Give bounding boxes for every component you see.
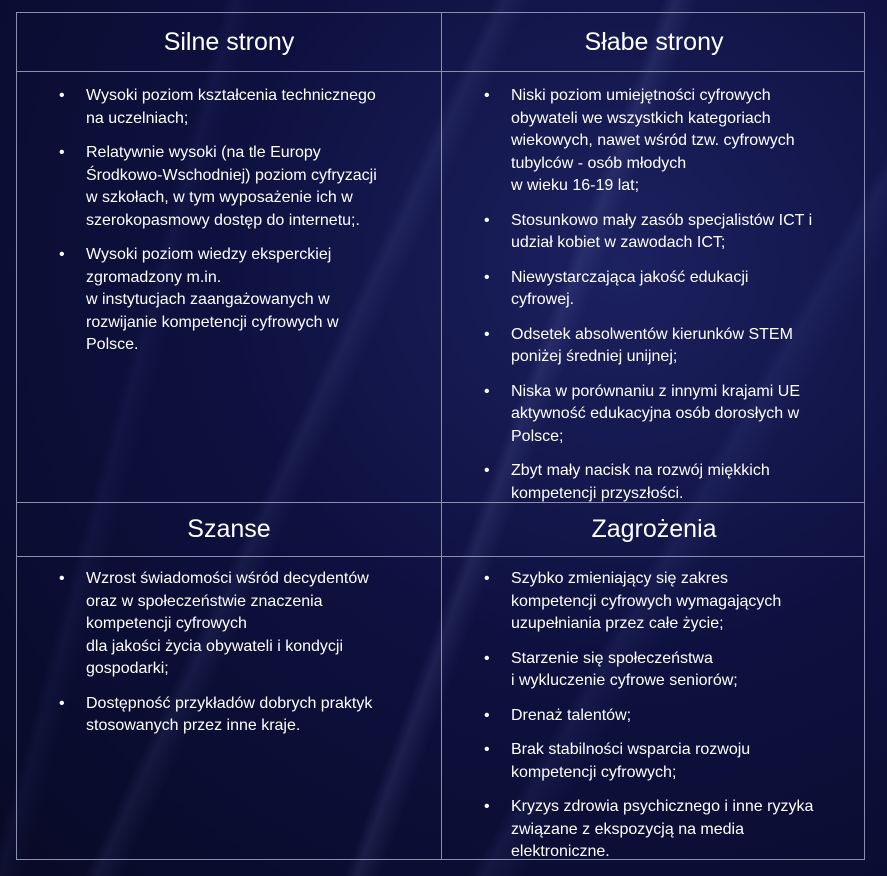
strengths-list-cell — [17, 85, 441, 369]
list-item-text: Niska w porównaniu z innymi krajami UE aktywność edukacyjna osób dorosłych w Polsce; — [511, 382, 800, 445]
list-item-text: Starzenie się społeczeństwa i wykluczenie cyfrowe seniorów; — [511, 649, 738, 689]
list-item-text: Zbyt mały nacisk na rozwój miękkich kompetencji przyszłości. — [511, 462, 770, 502]
list-item-text: Wysoki poziom kształcenia technicznego na uczelniach; — [86, 87, 376, 127]
threats-heading: Zagrożenia — [591, 514, 717, 543]
bullet-icon: • — [484, 649, 490, 667]
list-item-text: Szybko zmieniający się zakres kompetencji cyfrowych wymagających uzupełniania przez całe życie; — [511, 570, 782, 632]
bullet-icon: • — [484, 741, 490, 758]
list-item-text: Niewystarczająca jakość edukacji cyfrowej. — [511, 268, 749, 308]
threats-list-cell — [442, 568, 866, 876]
bullet-icon: • — [59, 87, 65, 104]
bullet-icon: • — [59, 694, 65, 712]
list-item — [442, 324, 866, 369]
list-item-text: Dostępność przykładów dobrych praktyk stosowanych przez inne kraje. — [86, 694, 373, 734]
list-item-text: Brak stabilności wsparcia rozwoju kompetencji cyfrowych; — [511, 741, 751, 781]
list-item — [442, 648, 866, 693]
strengths-list — [17, 85, 441, 357]
list-item-text: Kryzys zdrowia psychicznego i inne ryzyka związane z ekspozycją na media elektroniczne. — [511, 798, 814, 860]
list-item — [442, 267, 866, 312]
opportunities-list — [17, 568, 441, 738]
opportunities-heading: Szanse — [187, 514, 271, 543]
list-item-text: Odsetek absolwentów kierunków STEM poniżej średniej unijnej; — [511, 325, 793, 365]
list-item — [17, 85, 441, 130]
list-item — [17, 244, 441, 357]
bullet-icon: • — [59, 144, 65, 161]
swot-table — [16, 12, 865, 860]
list-item — [442, 460, 866, 505]
bullet-icon: • — [484, 268, 490, 286]
list-item — [442, 381, 866, 449]
list-item — [442, 210, 866, 255]
bullet-icon: • — [484, 706, 490, 724]
bullet-icon: • — [484, 570, 490, 587]
weaknesses-heading: Słabe strony — [584, 27, 724, 56]
header-divider-top — [17, 71, 864, 72]
bullet-icon: • — [484, 462, 490, 479]
list-item-text: Drenaż talentów; — [511, 706, 632, 724]
list-item-text: Wzrost świadomości wśród decydentów oraz w społeczeństwie znaczenia kompetencji cyfrowych dla jakości życia obywateli i kondycji gospodarki; — [86, 570, 369, 677]
bullet-icon: • — [484, 325, 490, 343]
list-item-text: Relatywnie wysoki (na tle Europy Środkowo-Wschodniej) poziom cyfryzacji w szkołach, w tym wyposażenie ich w szerokopasmowy dostęp do internetu;. — [86, 144, 377, 229]
list-item-text: Wysoki poziom wiedzy eksperckiej zgromadzony m.in. w instytucjach zaangażowanych w rozwijanie kompetencji cyfrowych w Polsce. — [86, 246, 339, 353]
list-item — [442, 568, 866, 636]
bullet-icon: • — [484, 87, 490, 104]
bullet-icon: • — [484, 211, 490, 229]
list-item — [17, 568, 441, 681]
list-item-text: Stosunkowo mały zasób specjalistów ICT i udział kobiet w zawodach ICT; — [511, 211, 813, 251]
bullet-icon: • — [59, 246, 65, 263]
weaknesses-list-cell — [442, 85, 866, 517]
weaknesses-list — [442, 85, 866, 505]
list-item — [442, 85, 866, 198]
bullet-icon: • — [59, 570, 65, 587]
opportunities-list-cell — [17, 568, 441, 750]
header-divider-bottom — [17, 556, 864, 557]
list-item — [442, 796, 866, 864]
strengths-heading: Silne strony — [163, 27, 295, 56]
list-item — [17, 142, 441, 232]
list-item — [442, 739, 866, 784]
list-item — [442, 705, 866, 728]
threats-list — [442, 568, 866, 864]
list-item-text: Niski poziom umiejętności cyfrowych obywateli we wszystkich kategoriach wiekowych, nawet wśród tzw. cyfrowych tubylców - osób młodych w wieku 16-19 lat; — [511, 87, 795, 194]
bullet-icon: • — [484, 382, 490, 400]
bullet-icon: • — [484, 798, 490, 815]
list-item — [17, 693, 441, 738]
